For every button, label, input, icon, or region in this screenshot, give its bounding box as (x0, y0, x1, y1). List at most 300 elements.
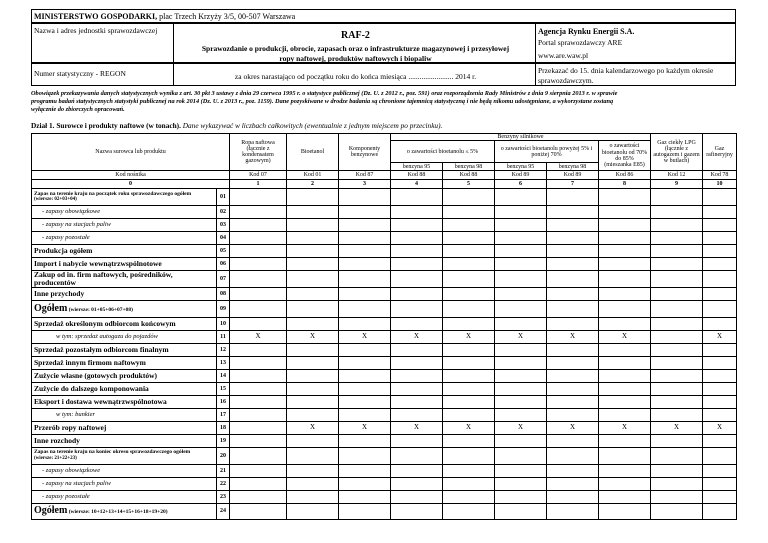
header-b95-b: benzyna 95 (495, 163, 547, 171)
input-cell[interactable] (230, 491, 287, 504)
input-cell[interactable] (599, 271, 651, 288)
header-lpg: Gaz ciekły LPG (łącznie z autogazem i gazem w butlach) (651, 134, 703, 171)
input-cell[interactable] (443, 409, 495, 422)
code-cell-10: Kod 78 (703, 171, 737, 180)
row-number: 09 (217, 301, 230, 318)
disabled-cell-x: X (599, 331, 651, 344)
row-number: 18 (217, 422, 230, 435)
input-cell[interactable] (443, 189, 495, 206)
input-cell[interactable] (495, 465, 547, 478)
header-gasoline-group: Benzyny silnikowe (391, 134, 651, 141)
header-code-label: Kod nośnika (32, 171, 230, 180)
input-cell[interactable] (495, 491, 547, 504)
input-cell[interactable] (443, 383, 495, 396)
input-cell[interactable] (287, 219, 339, 232)
input-cell[interactable] (391, 189, 443, 206)
input-cell[interactable] (287, 383, 339, 396)
input-cell[interactable] (547, 271, 599, 288)
input-cell[interactable] (443, 245, 495, 258)
input-cell[interactable] (495, 435, 547, 448)
input-cell[interactable] (495, 189, 547, 206)
input-cell[interactable] (443, 219, 495, 232)
input-cell[interactable] (703, 357, 737, 370)
row-label-19 (32, 435, 217, 448)
input-cell[interactable] (703, 465, 737, 478)
input-cell[interactable] (547, 435, 599, 448)
input-cell[interactable] (495, 478, 547, 491)
column-number-6: 6 (495, 180, 547, 189)
input-cell[interactable] (599, 288, 651, 301)
input-cell[interactable] (599, 245, 651, 258)
unit-label: Nazwa i adres jednostki sprawozdawczej (34, 26, 158, 35)
input-cell[interactable] (495, 219, 547, 232)
input-cell[interactable] (230, 258, 287, 271)
input-cell[interactable] (703, 271, 737, 288)
input-cell[interactable] (339, 344, 391, 357)
input-cell[interactable] (703, 491, 737, 504)
input-cell[interactable] (339, 258, 391, 271)
disabled-cell-x: X (495, 422, 547, 435)
input-cell[interactable] (703, 288, 737, 301)
input-cell[interactable] (547, 448, 599, 465)
input-cell[interactable] (495, 409, 547, 422)
input-cell[interactable] (443, 258, 495, 271)
input-cell[interactable] (287, 189, 339, 206)
input-cell[interactable] (599, 301, 651, 318)
regon-label: Numer statystyczny - REGON (34, 69, 126, 78)
row-label-12 (32, 344, 217, 357)
input-cell[interactable] (287, 370, 339, 383)
input-cell[interactable] (599, 435, 651, 448)
input-cell[interactable] (230, 219, 287, 232)
input-cell[interactable] (547, 383, 599, 396)
input-cell[interactable] (391, 504, 443, 520)
input-cell[interactable] (339, 318, 391, 331)
table-row (32, 422, 737, 435)
input-cell[interactable] (230, 288, 287, 301)
input-cell[interactable] (599, 189, 651, 206)
input-cell[interactable] (703, 189, 737, 206)
input-cell[interactable] (391, 344, 443, 357)
row-label-text: w tym: bunkier (56, 410, 95, 418)
input-cell[interactable] (599, 206, 651, 219)
column-number-9: 9 (651, 180, 703, 189)
input-cell[interactable] (230, 344, 287, 357)
input-cell[interactable] (703, 448, 737, 465)
row-number: 07 (217, 271, 230, 288)
input-cell[interactable] (391, 465, 443, 478)
row-number: 24 (217, 504, 230, 520)
input-cell[interactable] (703, 504, 737, 520)
input-cell[interactable] (547, 206, 599, 219)
input-cell[interactable] (703, 370, 737, 383)
agency-box (535, 23, 736, 63)
input-cell[interactable] (495, 206, 547, 219)
row-number: 10 (217, 318, 230, 331)
input-cell[interactable] (547, 478, 599, 491)
input-cell[interactable] (287, 318, 339, 331)
input-cell[interactable] (599, 232, 651, 245)
input-cell[interactable] (495, 357, 547, 370)
input-cell[interactable] (230, 357, 287, 370)
input-cell[interactable] (443, 504, 495, 520)
disabled-cell-x: X (443, 331, 495, 344)
input-cell[interactable] (391, 206, 443, 219)
input-cell[interactable] (391, 448, 443, 465)
table-row (32, 465, 737, 478)
input-cell[interactable] (339, 357, 391, 370)
disabled-cell-x: X (443, 422, 495, 435)
row-label-text: Zużycie własne (gotowych produktów) (34, 371, 157, 381)
input-cell[interactable] (651, 383, 703, 396)
input-cell[interactable] (547, 189, 599, 206)
input-cell[interactable] (495, 245, 547, 258)
input-cell[interactable] (287, 478, 339, 491)
disabled-cell-x: X (391, 331, 443, 344)
input-cell[interactable] (547, 491, 599, 504)
input-cell[interactable] (287, 504, 339, 520)
input-cell[interactable] (599, 318, 651, 331)
input-cell[interactable] (495, 448, 547, 465)
input-cell[interactable] (651, 396, 703, 409)
input-cell[interactable] (703, 409, 737, 422)
input-cell[interactable] (599, 357, 651, 370)
regon-box[interactable] (31, 63, 174, 86)
form-title-line1: Sprawozdanie o produkcji, obrocie, zapasach oraz o infrastrukturze magazynowej i przesyłowej (201, 44, 510, 53)
input-cell[interactable] (495, 271, 547, 288)
disabled-cell-x: X (339, 331, 391, 344)
input-cell[interactable] (230, 370, 287, 383)
input-cell[interactable] (391, 219, 443, 232)
input-cell[interactable] (495, 396, 547, 409)
input-cell[interactable] (443, 271, 495, 288)
row-label-text: Ogółem (34, 505, 68, 517)
row-number: 06 (217, 258, 230, 271)
header-refinery-gas: Gaz rafineryjny (703, 134, 737, 171)
input-cell[interactable] (287, 357, 339, 370)
input-cell[interactable] (547, 219, 599, 232)
input-cell[interactable] (443, 478, 495, 491)
input-cell[interactable] (547, 409, 599, 422)
input-cell[interactable] (495, 370, 547, 383)
input-cell[interactable] (547, 370, 599, 383)
input-cell[interactable] (599, 370, 651, 383)
input-cell[interactable] (230, 422, 287, 435)
input-cell[interactable] (339, 448, 391, 465)
input-cell[interactable] (443, 448, 495, 465)
row-number: 21 (217, 465, 230, 478)
input-cell[interactable] (230, 318, 287, 331)
input-cell[interactable] (547, 504, 599, 520)
input-cell[interactable] (599, 258, 651, 271)
input-cell[interactable] (339, 206, 391, 219)
input-cell[interactable] (230, 435, 287, 448)
input-cell[interactable] (230, 245, 287, 258)
input-cell[interactable] (495, 258, 547, 271)
input-cell[interactable] (443, 318, 495, 331)
input-cell[interactable] (651, 206, 703, 219)
input-cell[interactable] (547, 288, 599, 301)
input-cell[interactable] (287, 409, 339, 422)
agency-name: Agencja Rynku Energii S.A. (538, 27, 635, 36)
disabled-cell-x: X (547, 331, 599, 344)
input-cell[interactable] (651, 219, 703, 232)
input-cell[interactable] (443, 396, 495, 409)
input-cell[interactable] (599, 383, 651, 396)
row-label-07 (32, 271, 217, 288)
input-cell[interactable] (547, 301, 599, 318)
input-cell[interactable] (599, 448, 651, 465)
input-cell[interactable] (495, 232, 547, 245)
input-cell[interactable] (287, 448, 339, 465)
input-cell[interactable] (703, 344, 737, 357)
input-cell[interactable] (651, 189, 703, 206)
row-number: 08 (217, 288, 230, 301)
input-cell[interactable] (703, 318, 737, 331)
table-row (32, 396, 737, 409)
input-cell[interactable] (495, 318, 547, 331)
input-cell[interactable] (547, 396, 599, 409)
input-cell[interactable] (443, 491, 495, 504)
unit-box[interactable] (31, 23, 174, 63)
input-cell[interactable] (651, 288, 703, 301)
input-cell[interactable] (651, 409, 703, 422)
input-cell[interactable] (443, 435, 495, 448)
input-cell[interactable] (391, 383, 443, 396)
input-cell[interactable] (339, 301, 391, 318)
input-cell[interactable] (651, 232, 703, 245)
input-cell[interactable] (443, 232, 495, 245)
input-cell[interactable] (391, 258, 443, 271)
row-label-03 (32, 219, 217, 232)
input-cell[interactable] (230, 504, 287, 520)
input-cell[interactable] (599, 396, 651, 409)
input-cell[interactable] (287, 301, 339, 318)
agency-url[interactable]: www.are.waw.pl (538, 51, 589, 60)
column-number-4: 4 (391, 180, 443, 189)
row-label-text: Zakup od in. firm naftowych, pośredników, producentów (34, 270, 173, 288)
input-cell[interactable] (495, 344, 547, 357)
row-label-15 (32, 383, 217, 396)
input-cell[interactable] (391, 370, 443, 383)
row-label-text: Przerób ropy naftowej (34, 423, 107, 433)
input-cell[interactable] (547, 232, 599, 245)
input-cell[interactable] (391, 435, 443, 448)
table-row (32, 435, 737, 448)
input-cell[interactable] (230, 189, 287, 206)
input-cell[interactable] (651, 357, 703, 370)
row-label-text: Sprzedaż określonym odbiorcom końcowym (34, 319, 176, 329)
input-cell[interactable] (651, 491, 703, 504)
input-cell[interactable] (339, 189, 391, 206)
input-cell[interactable] (651, 271, 703, 288)
input-cell[interactable] (703, 383, 737, 396)
input-cell[interactable] (287, 465, 339, 478)
input-cell[interactable] (287, 258, 339, 271)
input-cell[interactable] (651, 318, 703, 331)
row-label-text: Zapas na terenie kraju na początek roku sprawozdawczego ogółem (34, 190, 192, 197)
input-cell[interactable] (495, 383, 547, 396)
input-cell[interactable] (287, 288, 339, 301)
column-number-10: 10 (703, 180, 737, 189)
input-cell[interactable] (547, 344, 599, 357)
table-row (32, 219, 737, 232)
input-cell[interactable] (443, 301, 495, 318)
table-row (32, 448, 737, 465)
input-cell[interactable] (391, 232, 443, 245)
row-label-text: Produkcja ogółem (34, 246, 93, 256)
input-cell[interactable] (339, 409, 391, 422)
input-cell[interactable] (547, 245, 599, 258)
input-cell[interactable] (651, 331, 703, 344)
input-cell[interactable] (391, 245, 443, 258)
input-cell[interactable] (703, 301, 737, 318)
input-cell[interactable] (703, 219, 737, 232)
input-cell[interactable] (391, 409, 443, 422)
input-cell[interactable] (230, 232, 287, 245)
input-cell[interactable] (339, 245, 391, 258)
input-cell[interactable] (651, 370, 703, 383)
input-cell[interactable] (287, 245, 339, 258)
input-cell[interactable] (339, 478, 391, 491)
section-title-bold: Dział 1. Surowce i produkty naftowe (w tonach). (31, 121, 181, 130)
input-cell[interactable] (391, 271, 443, 288)
input-cell[interactable] (287, 491, 339, 504)
input-cell[interactable] (230, 383, 287, 396)
input-cell[interactable] (599, 409, 651, 422)
row-label-21 (32, 465, 217, 478)
input-cell[interactable] (339, 504, 391, 520)
input-cell[interactable] (287, 206, 339, 219)
input-cell[interactable] (599, 478, 651, 491)
input-cell[interactable] (287, 396, 339, 409)
form-code: RAF-2 (341, 30, 370, 41)
input-cell[interactable] (339, 396, 391, 409)
input-cell[interactable] (599, 491, 651, 504)
row-label-text: - zapasy pozostałe (42, 233, 90, 241)
row-number: 12 (217, 344, 230, 357)
input-cell[interactable] (339, 271, 391, 288)
input-cell[interactable] (339, 232, 391, 245)
disabled-cell-x: X (230, 331, 287, 344)
row-number: 16 (217, 396, 230, 409)
period-text: za okres narastająco od początku roku do końca miesiąca ........................ 2014 r. (234, 72, 477, 81)
input-cell[interactable] (599, 465, 651, 478)
table-row (32, 409, 737, 422)
input-cell[interactable] (703, 245, 737, 258)
input-cell[interactable] (339, 465, 391, 478)
input-cell[interactable] (703, 232, 737, 245)
input-cell[interactable] (287, 435, 339, 448)
input-cell[interactable] (651, 258, 703, 271)
disabled-cell-x: X (703, 422, 737, 435)
header-crude: Ropa naftowa (łącznie z kondensatem gazowym) (230, 134, 287, 171)
input-cell[interactable] (391, 318, 443, 331)
column-number-0: 0 (32, 180, 230, 189)
input-cell[interactable] (651, 245, 703, 258)
header-bioethanol: Bioetanol (287, 134, 339, 171)
table-row (32, 478, 737, 491)
input-cell[interactable] (651, 344, 703, 357)
input-cell[interactable] (230, 409, 287, 422)
input-cell[interactable] (230, 478, 287, 491)
table-row (32, 301, 737, 318)
input-cell[interactable] (547, 465, 599, 478)
input-cell[interactable] (651, 504, 703, 520)
input-cell[interactable] (230, 465, 287, 478)
input-cell[interactable] (547, 357, 599, 370)
input-cell[interactable] (703, 206, 737, 219)
input-cell[interactable] (391, 478, 443, 491)
input-cell[interactable] (495, 301, 547, 318)
row-label-05 (32, 245, 217, 258)
input-cell[interactable] (443, 465, 495, 478)
input-cell[interactable] (651, 301, 703, 318)
input-cell[interactable] (339, 383, 391, 396)
input-cell[interactable] (287, 344, 339, 357)
input-cell[interactable] (651, 478, 703, 491)
input-cell[interactable] (547, 318, 599, 331)
input-cell[interactable] (495, 504, 547, 520)
code-cell-6: Kod 89 (495, 171, 547, 180)
section-title (31, 122, 442, 129)
input-cell[interactable] (287, 271, 339, 288)
input-cell[interactable] (703, 478, 737, 491)
code-cell-4: Kod 88 (391, 171, 443, 180)
row-label-06 (32, 258, 217, 271)
input-cell[interactable] (391, 301, 443, 318)
input-cell[interactable] (230, 301, 287, 318)
input-cell[interactable] (599, 504, 651, 520)
input-cell[interactable] (339, 219, 391, 232)
input-cell[interactable] (230, 206, 287, 219)
input-cell[interactable] (230, 448, 287, 465)
input-cell[interactable] (230, 271, 287, 288)
input-cell[interactable] (703, 396, 737, 409)
input-cell[interactable] (339, 491, 391, 504)
input-cell[interactable] (443, 288, 495, 301)
input-cell[interactable] (651, 448, 703, 465)
input-cell[interactable] (443, 344, 495, 357)
input-cell[interactable] (703, 258, 737, 271)
input-cell[interactable] (599, 344, 651, 357)
input-cell[interactable] (651, 435, 703, 448)
input-cell[interactable] (230, 396, 287, 409)
ministry-address: plac Trzech Krzyży 3/5, 00-507 Warszawa (157, 12, 296, 21)
input-cell[interactable] (391, 491, 443, 504)
input-cell[interactable] (703, 435, 737, 448)
code-cell-3: Kod 87 (339, 171, 391, 180)
input-cell[interactable] (339, 435, 391, 448)
input-cell[interactable] (443, 357, 495, 370)
input-cell[interactable] (495, 288, 547, 301)
row-number: 15 (217, 383, 230, 396)
input-cell[interactable] (287, 232, 339, 245)
input-cell[interactable] (599, 219, 651, 232)
input-cell[interactable] (651, 465, 703, 478)
disabled-cell-x: X (547, 422, 599, 435)
code-cell-2: Kod 01 (287, 171, 339, 180)
input-cell[interactable] (339, 370, 391, 383)
input-cell[interactable] (443, 206, 495, 219)
input-cell[interactable] (339, 288, 391, 301)
input-cell[interactable] (443, 370, 495, 383)
input-cell[interactable] (391, 288, 443, 301)
input-cell[interactable] (547, 258, 599, 271)
input-cell[interactable] (391, 357, 443, 370)
row-number: 01 (217, 189, 230, 206)
input-cell[interactable] (391, 396, 443, 409)
